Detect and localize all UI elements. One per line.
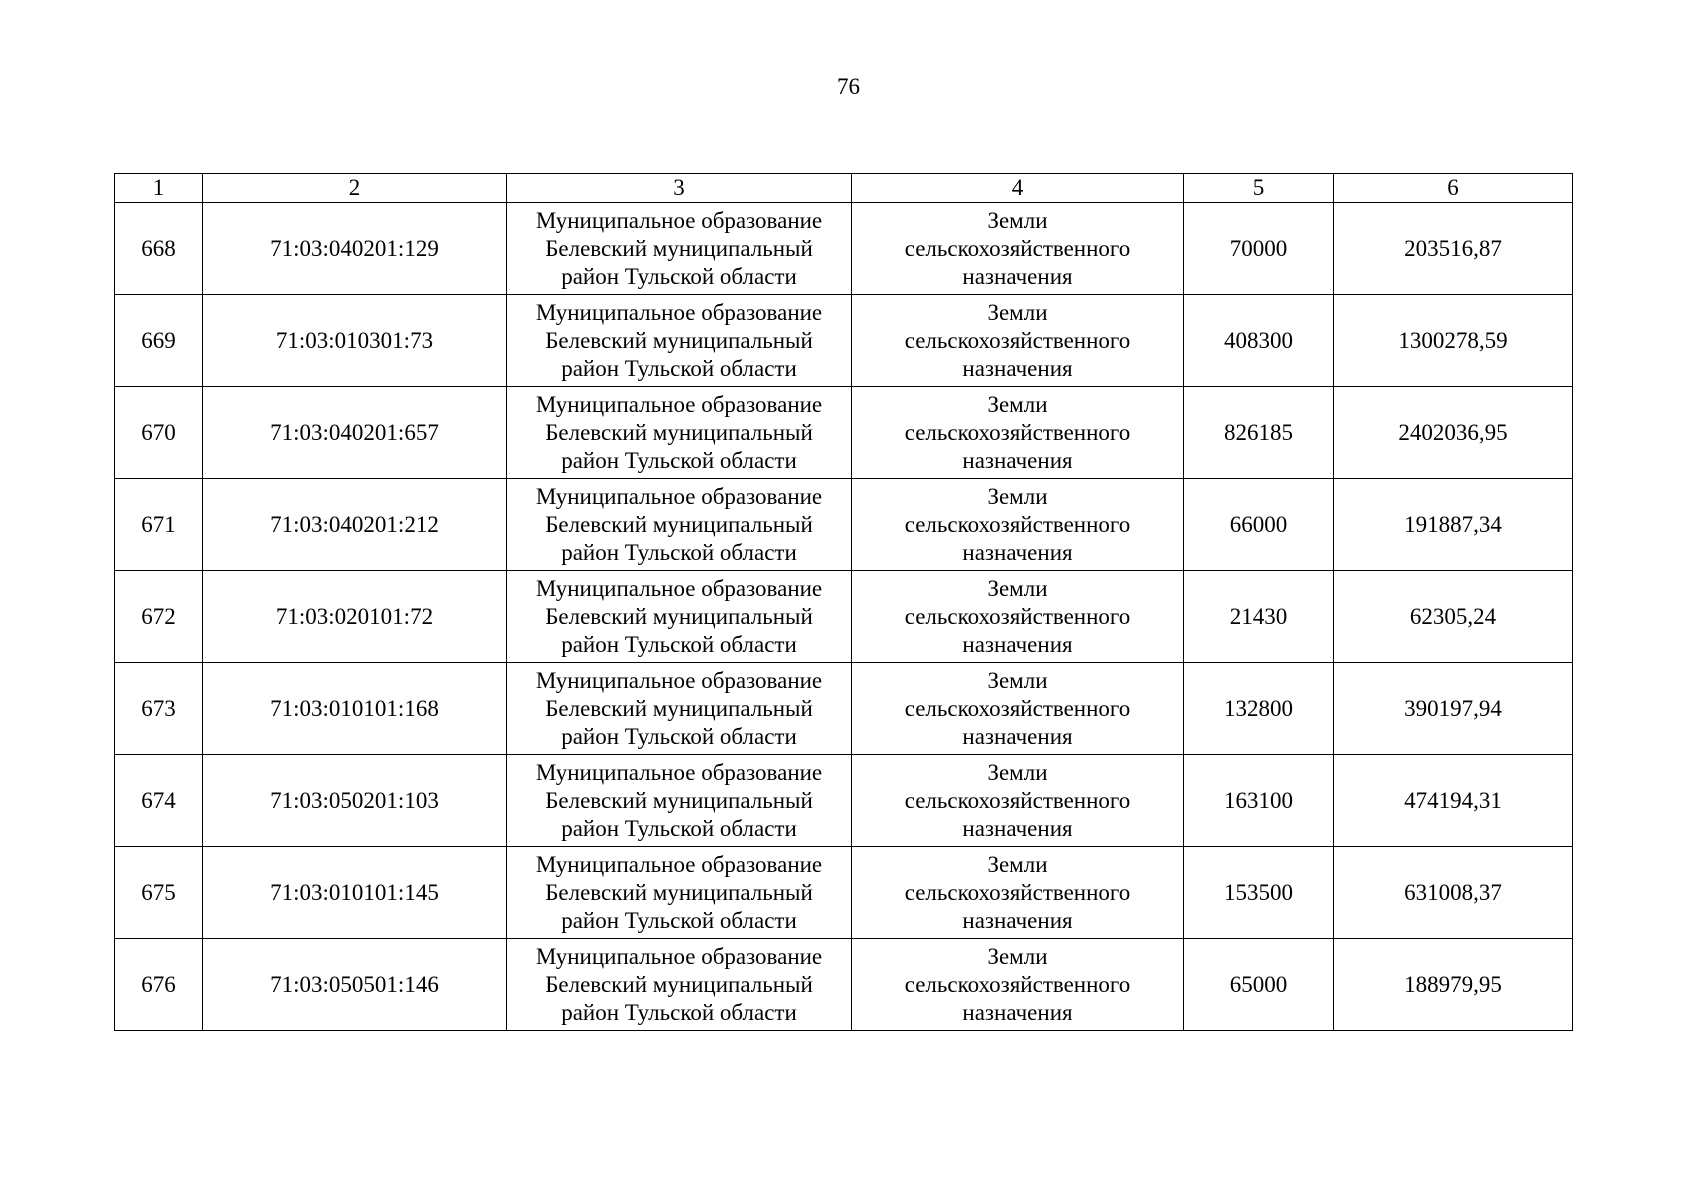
table-row [115, 387, 1573, 479]
owner-line: Муниципальное образование [535, 851, 823, 877]
column-header: 3 [507, 174, 852, 203]
category-line: назначения [962, 447, 1073, 473]
land-category-cell [852, 479, 1184, 571]
value-cell: 390197,94 [1334, 663, 1573, 755]
row-number: 676 [115, 939, 203, 1031]
owner-line: Белевский муниципальный [545, 971, 813, 997]
land-category-cell [852, 755, 1184, 847]
area-cell: 153500 [1184, 847, 1334, 939]
owner-cell [507, 203, 852, 295]
table-row [115, 939, 1573, 1031]
category-line: назначения [962, 815, 1073, 841]
row-number: 668 [115, 203, 203, 295]
cadastral-number: 71:03:040201:129 [203, 203, 507, 295]
owner-line: Белевский муниципальный [545, 879, 813, 905]
land-category-cell [852, 571, 1184, 663]
row-number: 673 [115, 663, 203, 755]
area-cell: 66000 [1184, 479, 1334, 571]
owner-line: район Тульской области [561, 447, 797, 473]
area-cell: 21430 [1184, 571, 1334, 663]
table-row [115, 663, 1573, 755]
area-cell: 70000 [1184, 203, 1334, 295]
row-number: 671 [115, 479, 203, 571]
category-line: сельскохозяйственного [904, 879, 1131, 905]
value-cell: 62305,24 [1334, 571, 1573, 663]
owner-line: Муниципальное образование [535, 483, 823, 509]
value-cell: 188979,95 [1334, 939, 1573, 1031]
owner-line: район Тульской области [561, 907, 797, 933]
owner-line: район Тульской области [561, 539, 797, 565]
table-row [115, 295, 1573, 387]
owner-line: район Тульской области [561, 999, 797, 1025]
owner-cell [507, 755, 852, 847]
table-row [115, 847, 1573, 939]
category-line: сельскохозяйственного [904, 235, 1131, 261]
owner-line: Белевский муниципальный [545, 695, 813, 721]
row-number: 669 [115, 295, 203, 387]
cadastral-number: 71:03:050201:103 [203, 755, 507, 847]
land-category-cell [852, 295, 1184, 387]
value-cell: 631008,37 [1334, 847, 1573, 939]
value-cell: 474194,31 [1334, 755, 1573, 847]
category-line: назначения [962, 539, 1073, 565]
owner-line: Белевский муниципальный [545, 327, 813, 353]
category-line: сельскохозяйственного [904, 603, 1131, 629]
cadastral-number: 71:03:010101:168 [203, 663, 507, 755]
value-cell: 1300278,59 [1334, 295, 1573, 387]
land-category-cell [852, 387, 1184, 479]
cadastral-number: 71:03:040201:212 [203, 479, 507, 571]
table-row [115, 479, 1573, 571]
area-cell: 132800 [1184, 663, 1334, 755]
owner-cell [507, 571, 852, 663]
area-cell: 163100 [1184, 755, 1334, 847]
category-line: Земли [987, 667, 1048, 693]
cadastral-number: 71:03:010101:145 [203, 847, 507, 939]
category-line: сельскохозяйственного [904, 511, 1131, 537]
category-line: назначения [962, 631, 1073, 657]
column-header: 4 [852, 174, 1184, 203]
row-number: 670 [115, 387, 203, 479]
category-line: назначения [962, 999, 1073, 1025]
page-number: 76 [837, 74, 860, 99]
area-cell: 408300 [1184, 295, 1334, 387]
owner-line: Муниципальное образование [535, 759, 823, 785]
table-row [115, 203, 1573, 295]
owner-line: Муниципальное образование [535, 943, 823, 969]
land-category-cell [852, 203, 1184, 295]
owner-line: Муниципальное образование [535, 391, 823, 417]
category-line: сельскохозяйственного [904, 419, 1131, 445]
row-number: 675 [115, 847, 203, 939]
table-row [115, 571, 1573, 663]
table-header-row [115, 174, 1573, 203]
owner-line: Белевский муниципальный [545, 787, 813, 813]
cadastral-number: 71:03:010301:73 [203, 295, 507, 387]
category-line: Земли [987, 299, 1048, 325]
owner-line: район Тульской области [561, 631, 797, 657]
owner-cell [507, 295, 852, 387]
owner-line: Муниципальное образование [535, 299, 823, 325]
land-category-cell [852, 939, 1184, 1031]
category-line: Земли [987, 207, 1048, 233]
row-number: 672 [115, 571, 203, 663]
owner-line: Белевский муниципальный [545, 511, 813, 537]
owner-cell [507, 387, 852, 479]
land-category-cell [852, 847, 1184, 939]
land-category-cell [852, 663, 1184, 755]
owner-line: Белевский муниципальный [545, 603, 813, 629]
column-header: 1 [115, 174, 203, 203]
category-line: назначения [962, 355, 1073, 381]
owner-line: Муниципальное образование [535, 575, 823, 601]
category-line: Земли [987, 759, 1048, 785]
owner-cell [507, 479, 852, 571]
owner-cell [507, 847, 852, 939]
owner-cell [507, 663, 852, 755]
category-line: Земли [987, 851, 1048, 877]
category-line: сельскохозяйственного [904, 787, 1131, 813]
value-cell: 203516,87 [1334, 203, 1573, 295]
owner-cell [507, 939, 852, 1031]
row-number: 674 [115, 755, 203, 847]
category-line: сельскохозяйственного [904, 695, 1131, 721]
area-cell: 65000 [1184, 939, 1334, 1031]
owner-line: Муниципальное образование [535, 207, 823, 233]
category-line: Земли [987, 391, 1048, 417]
table-row [115, 755, 1573, 847]
category-line: Земли [987, 943, 1048, 969]
cadastral-number: 71:03:020101:72 [203, 571, 507, 663]
cadastral-number: 71:03:050501:146 [203, 939, 507, 1031]
land-register-table [114, 173, 1573, 1031]
owner-line: район Тульской области [561, 815, 797, 841]
owner-line: район Тульской области [561, 355, 797, 381]
column-header: 2 [203, 174, 507, 203]
owner-line: Муниципальное образование [535, 667, 823, 693]
category-line: назначения [962, 723, 1073, 749]
owner-line: Белевский муниципальный [545, 235, 813, 261]
category-line: назначения [962, 907, 1073, 933]
owner-line: Белевский муниципальный [545, 419, 813, 445]
area-cell: 826185 [1184, 387, 1334, 479]
category-line: назначения [962, 263, 1073, 289]
owner-line: район Тульской области [561, 723, 797, 749]
category-line: Земли [987, 575, 1048, 601]
value-cell: 191887,34 [1334, 479, 1573, 571]
category-line: Земли [987, 483, 1048, 509]
value-cell: 2402036,95 [1334, 387, 1573, 479]
category-line: сельскохозяйственного [904, 327, 1131, 353]
category-line: сельскохозяйственного [904, 971, 1131, 997]
column-header: 5 [1184, 174, 1334, 203]
column-header: 6 [1334, 174, 1573, 203]
cadastral-number: 71:03:040201:657 [203, 387, 507, 479]
owner-line: район Тульской области [561, 263, 797, 289]
